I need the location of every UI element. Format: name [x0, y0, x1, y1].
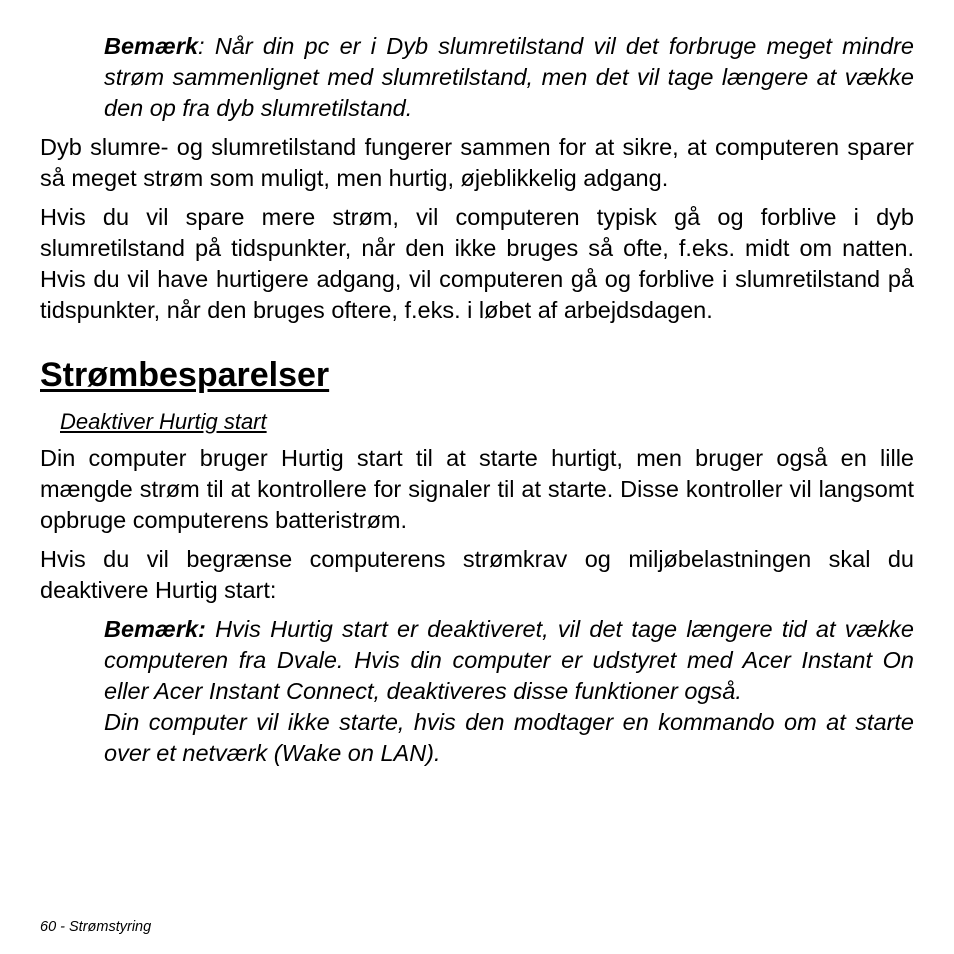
- note-wake-on-lan: Din computer vil ikke starte, hvis den modtager en kommando om at starte over et netværk (Wake on LAN).: [104, 709, 914, 766]
- note-sleep: [104, 31, 914, 124]
- note-label: Bemærk: [104, 33, 199, 59]
- paragraph-sleep-modes: Dyb slumre- og slumretilstand fungerer sammen for at sikre, at computeren sparer så meget strøm som muligt, men hurtig, øjeblikkelig adgang.: [40, 134, 914, 191]
- note-text: : Når din pc er i Dyb slumretilstand vil det forbruge meget mindre strøm sammenlignet med slumretilstand, men det vil tage længere at vække den op fra dyb slumretilstand.: [104, 33, 914, 121]
- document-page: [40, 31, 914, 769]
- paragraph-limit-power: Hvis du vil begrænse computerens strømkrav og miljøbelastningen skal du deaktivere Hurtig start:: [40, 546, 914, 603]
- note-fast-startup: [104, 614, 914, 707]
- note-text: Hvis Hurtig start er deaktiveret, vil det tage længere tid at vække computeren fra Dvale. Hvis din computer er udstyret med Acer Instant On eller Acer Instant Connect, deaktiveres disse funktioner også.: [104, 616, 914, 704]
- section-heading: Strømbesparelser: [40, 356, 330, 394]
- disable-fast-startup-link[interactable]: Deaktiver Hurtig start: [60, 409, 267, 434]
- note-label: Bemærk:: [104, 616, 206, 642]
- paragraph-power-saving: Hvis du vil spare mere strøm, vil computeren typisk gå og forblive i dyb slumretilstand på tidspunkter, når den ikke bruges så ofte, f.eks. midt om natten. Hvis du vil have hurtigere adgang, vil computeren gå og forblive i slumretilstand på tidspunkter, når den bruges oftere, f.eks. i løbet af arbejdsdagen.: [40, 204, 914, 323]
- paragraph-fast-startup: Din computer bruger Hurtig start til at starte hurtigt, men bruger også en lille mængde strøm til at kontrollere for signaler til at starte. Disse kontroller vil langsomt opbruge computerens batteristrøm.: [40, 445, 914, 533]
- page-footer: 60 - Strømstyring: [40, 919, 152, 935]
